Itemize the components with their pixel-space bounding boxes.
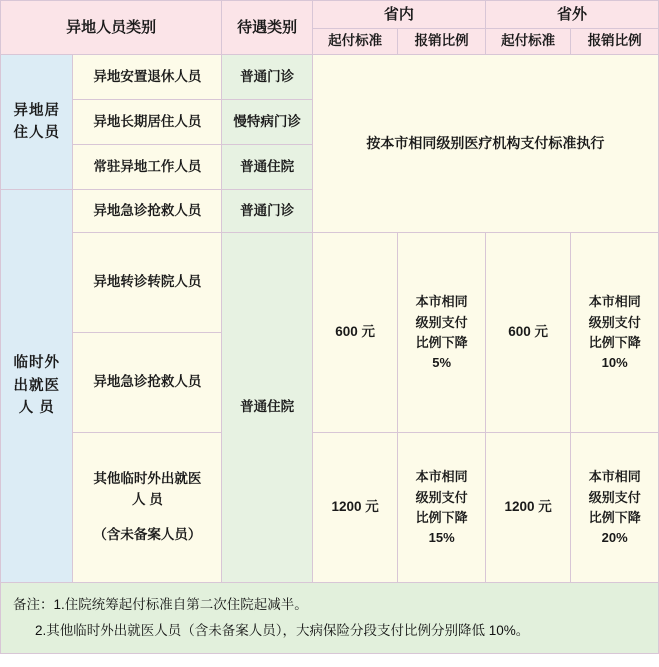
reimburse-percent: 5% xyxy=(432,354,452,370)
out-province-deductible: 1200 元 xyxy=(485,433,571,583)
person-type: 异地长期居住人员 xyxy=(73,100,222,145)
table-row xyxy=(1,55,659,100)
treatment-type: 普通住院 xyxy=(222,145,313,190)
person-others-line1: 其他临时外出就医 xyxy=(93,471,202,487)
treatment-type: 普通门诊 xyxy=(222,190,313,233)
reimburse-line1: 本市相同 xyxy=(588,294,641,310)
table-row xyxy=(1,433,659,583)
spacer xyxy=(76,511,218,525)
person-type: 异地急诊抢救人员 xyxy=(73,190,222,233)
merged-standard-note: 按本市相同级别医疗机构支付标准执行 xyxy=(312,55,658,233)
out-province-reimburse xyxy=(571,233,659,433)
treatment-type: 慢特病门诊 xyxy=(222,100,313,145)
out-province-reimburse xyxy=(571,433,659,583)
reimburse-line2: 级别支付 xyxy=(588,489,641,505)
category-temporary-line2: 出就医 xyxy=(13,377,60,394)
treatment-type: 普通门诊 xyxy=(222,55,313,100)
category-temporary-outbound xyxy=(1,190,73,583)
in-province-deductible: 600 元 xyxy=(312,233,398,433)
reimburse-line3: 比例下降 xyxy=(588,509,641,525)
header-out-reimburse: 报销比例 xyxy=(571,29,659,55)
header-category: 异地人员类别 xyxy=(1,1,222,55)
reimburse-percent: 20% xyxy=(601,529,628,545)
header-in-deductible: 起付标准 xyxy=(312,29,398,55)
reimburse-line1: 本市相同 xyxy=(415,469,468,485)
remark-line-2: 2.其他临时外出就医人员（含未备案人员），大病保险分段支付比例分别降低 10%。 xyxy=(35,622,530,638)
in-province-reimburse xyxy=(398,233,486,433)
reimburse-line2: 级别支付 xyxy=(588,314,641,330)
header-in-reimburse: 报销比例 xyxy=(398,29,486,55)
remark-block xyxy=(0,583,659,654)
in-province-deductible: 1200 元 xyxy=(312,433,398,583)
reimburse-percent: 15% xyxy=(428,529,455,545)
header-out-province: 省外 xyxy=(485,1,658,29)
category-temporary-line3: 人 员 xyxy=(18,400,55,417)
person-type: 异地转诊转院人员 xyxy=(73,233,222,333)
treatment-type-hospital: 普通住院 xyxy=(222,233,313,583)
out-province-deductible: 600 元 xyxy=(485,233,571,433)
category-temporary-line1: 临时外 xyxy=(13,355,60,372)
reimburse-line3: 比例下降 xyxy=(415,509,468,525)
category-residing-line2: 住人员 xyxy=(13,125,60,142)
person-type-others xyxy=(73,433,222,583)
reimburse-line1: 本市相同 xyxy=(415,294,468,310)
table-row xyxy=(1,233,659,333)
reimburse-percent: 10% xyxy=(601,354,628,370)
remark-line-1: 备注：1.住院统筹起付标准自第二次住院起减半。 xyxy=(13,597,308,613)
person-others-line2: 人 员 xyxy=(131,492,163,508)
header-in-province: 省内 xyxy=(312,1,485,29)
person-type: 常驻异地工作人员 xyxy=(73,145,222,190)
reimburse-line3: 比例下降 xyxy=(415,334,468,350)
table-header-row-1 xyxy=(1,1,659,29)
person-type: 异地急诊抢救人员 xyxy=(73,333,222,433)
reimburse-line2: 级别支付 xyxy=(415,314,468,330)
person-type: 异地安置退休人员 xyxy=(73,55,222,100)
reimburse-line3: 比例下降 xyxy=(588,334,641,350)
category-residing-line1: 异地居 xyxy=(13,102,60,119)
category-residing-abroad xyxy=(1,55,73,190)
reimburse-line1: 本市相同 xyxy=(588,469,641,485)
person-others-line3: （含未备案人员） xyxy=(93,527,202,543)
reimburse-line2: 级别支付 xyxy=(415,489,468,505)
header-out-deductible: 起付标准 xyxy=(485,29,571,55)
header-treatment: 待遇类别 xyxy=(222,1,313,55)
in-province-reimburse xyxy=(398,433,486,583)
